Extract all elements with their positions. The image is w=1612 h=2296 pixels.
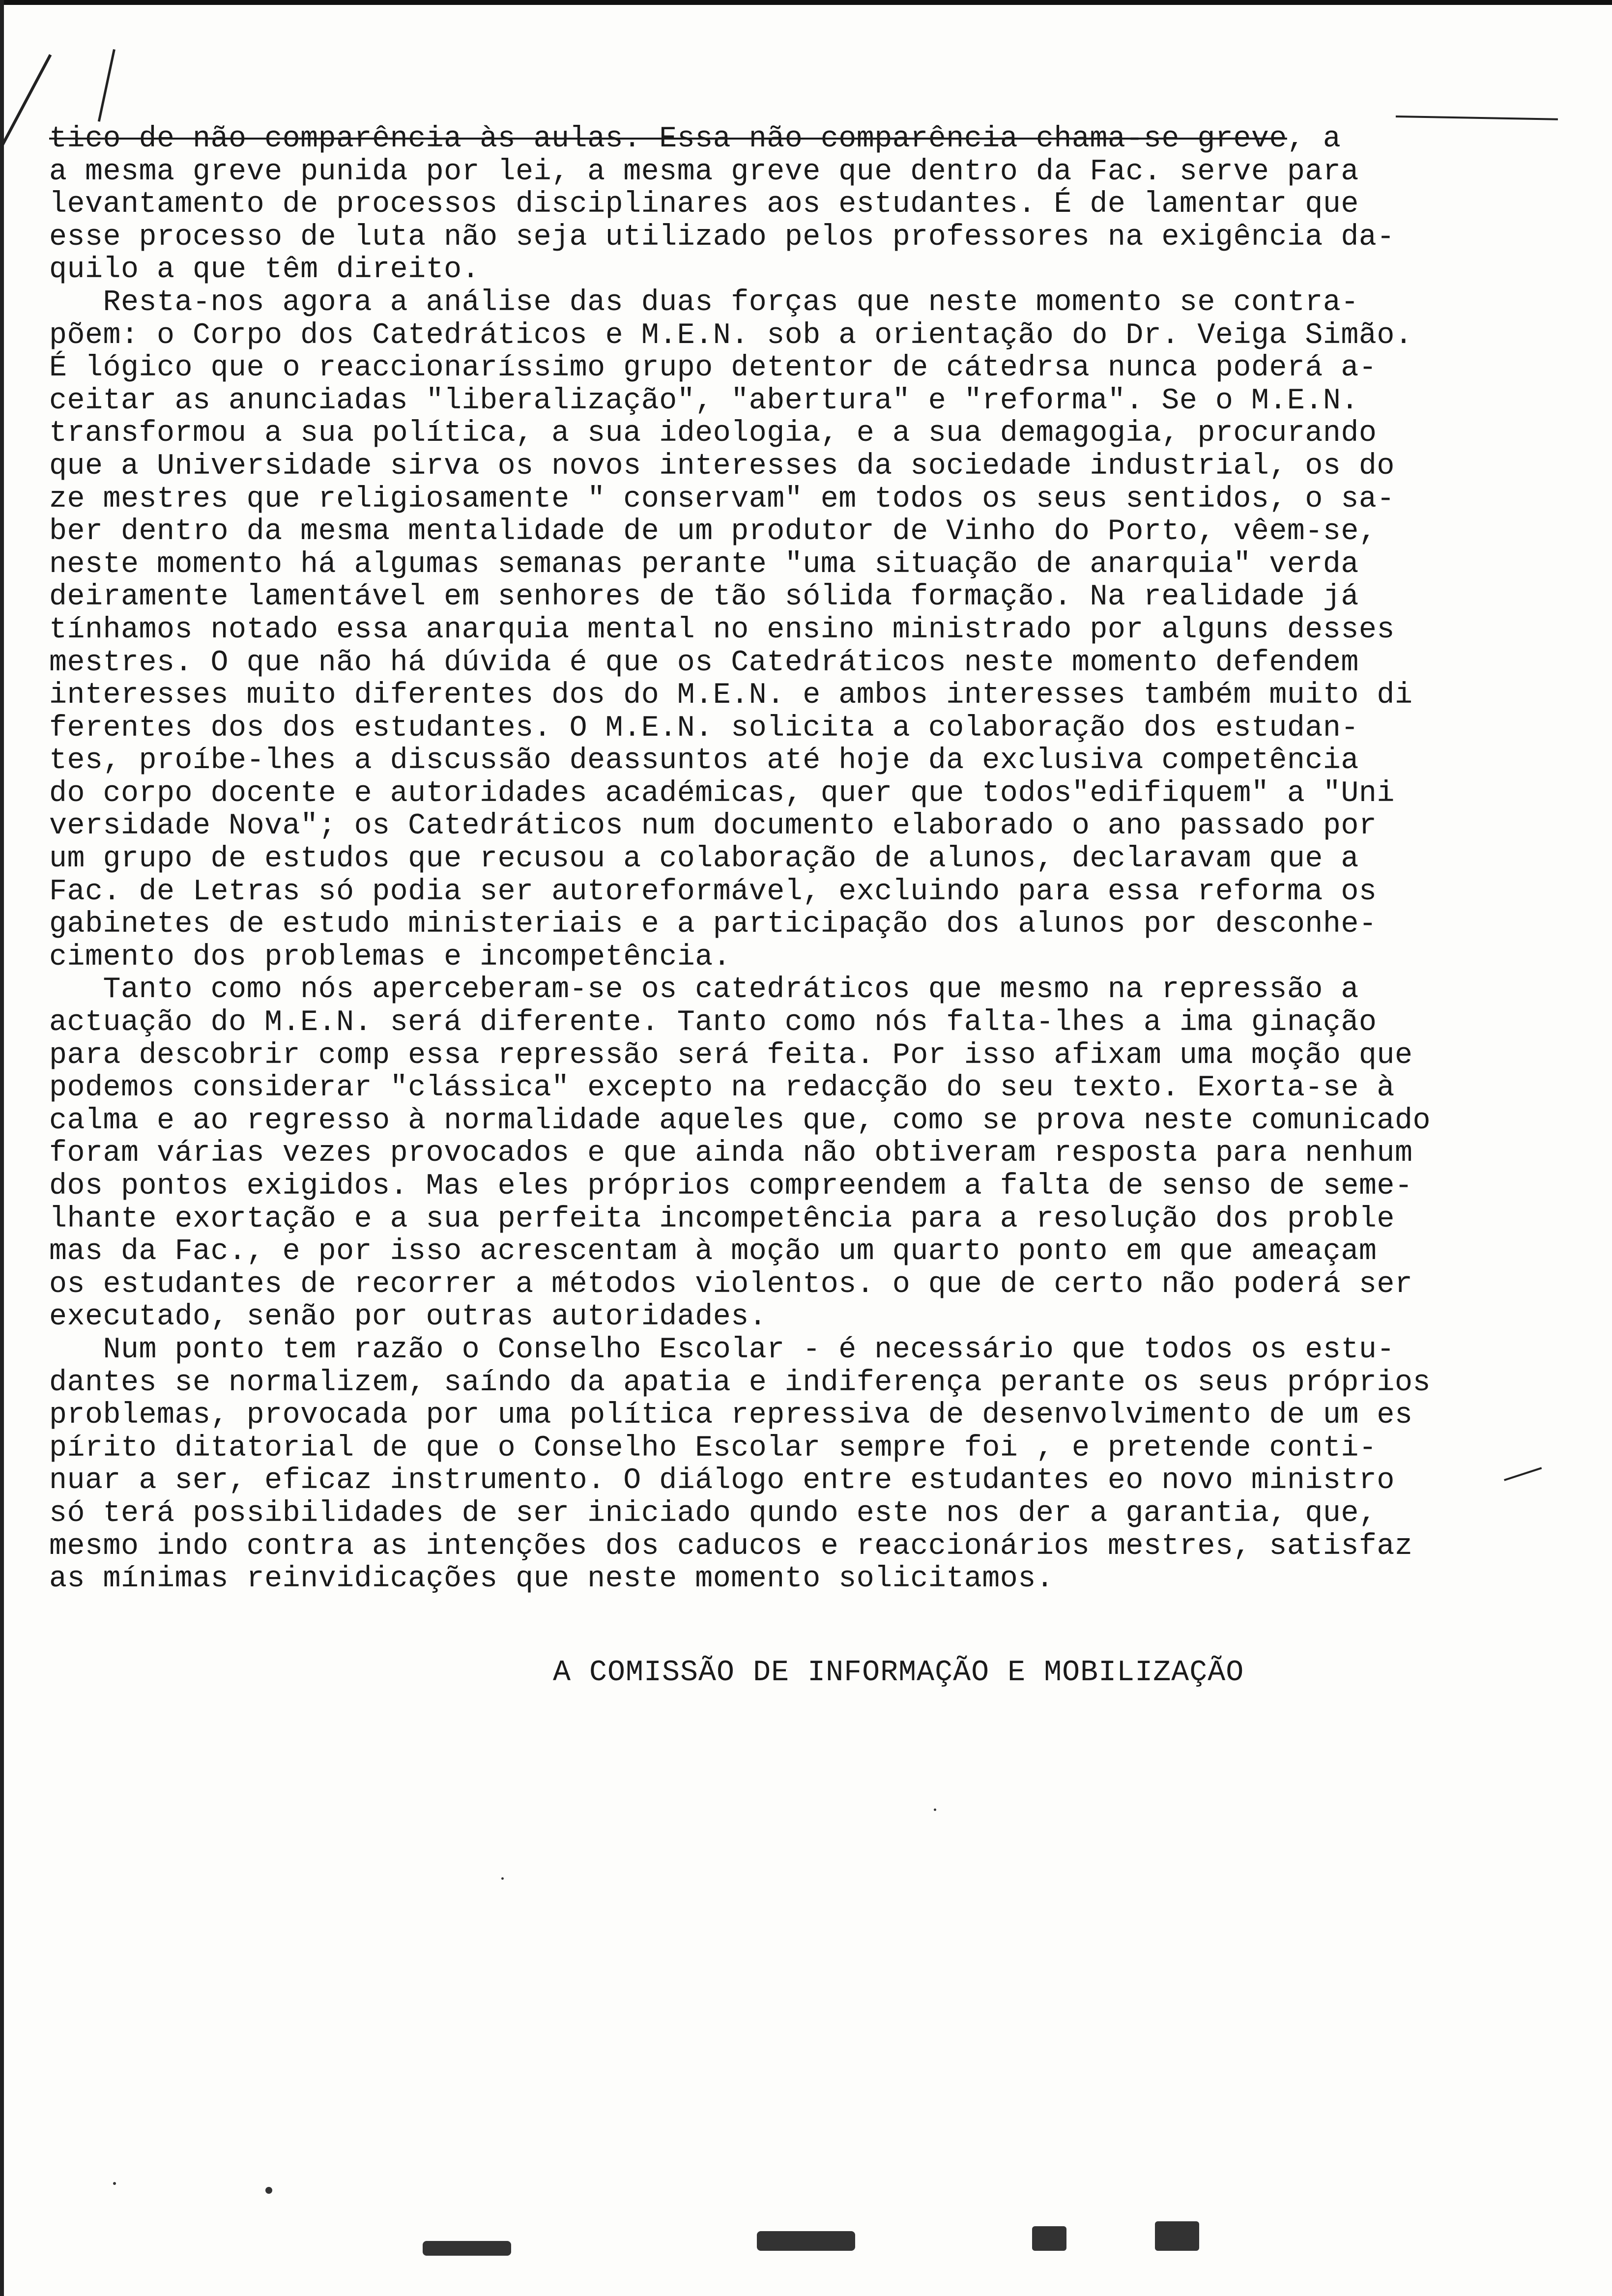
text-line: a mesma greve punida por lei, a mesma greve que dentro da Fac. serve para — [49, 155, 1359, 189]
text-line: neste momento há algumas semanas perante "uma situação de anarquia" verda — [49, 547, 1359, 581]
text-line: É lógico que o reaccionaríssimo grupo detentor de cátedrsa nunca poderá a- — [49, 351, 1377, 385]
text-line: deiramente lamentável em senhores de tão sólida formação. Na realidade já — [49, 580, 1359, 614]
text-line: pírito ditatorial de que o Conselho Escolar sempre foi , e pretende conti- — [49, 1431, 1377, 1465]
text-line: mestres. O que não há dúvida é que os Catedráticos neste momento defendem — [49, 646, 1359, 680]
text-line: Tanto como nós aperceberam-se os catedráticos que mesmo na repressão a — [49, 973, 1359, 1007]
scan-speck — [265, 2187, 272, 2194]
text-line: nuar a ser, eficaz instrumento. O diálogo entre estudantes eo novo ministro — [49, 1464, 1395, 1498]
text-line: mas da Fac., e por isso acrescentam à moção um quarto ponto em que ameaçam — [49, 1235, 1377, 1269]
scan-speck — [934, 1808, 936, 1811]
scan-edge-top — [0, 0, 1612, 5]
scan-speck — [1155, 2221, 1199, 2251]
text-line: executado, senão por outras autoridades. — [49, 1300, 767, 1334]
text-line: as mínimas reinvidicações que neste momento solicitamos. — [49, 1562, 1054, 1596]
text-line: põem: o Corpo dos Catedráticos e M.E.N. sob a orientação do Dr. Veiga Simão. — [49, 318, 1413, 352]
scan-speck — [501, 1877, 504, 1880]
text-line: levantamento de processos disciplinares aos estudantes. É de lamentar que — [49, 188, 1359, 222]
scan-speck — [423, 2241, 511, 2256]
text-line: versidade Nova"; os Catedráticos num documento elaborado o ano passado por — [49, 809, 1377, 843]
text-line: esse processo de luta não seja utilizado pelos professores na exigência da- — [49, 220, 1395, 254]
text-line: ceitar as anunciadas "liberalização", "abertura" e "reforma". Se o M.E.N. — [49, 384, 1359, 418]
text-line: Resta-nos agora a análise das duas forças que neste momento se contra- — [49, 286, 1359, 319]
text-line: tínhamos notado essa anarquia mental no ensino ministrado por alguns desses — [49, 613, 1395, 647]
text-line: dos pontos exigidos. Mas eles próprios compreendem a falta de senso de seme- — [49, 1170, 1413, 1203]
text-line: só terá possibilidades de ser iniciado qundo este nos der a garantia, que, — [49, 1496, 1377, 1530]
pen-stroke-mark — [98, 49, 115, 122]
text-line: tes, proíbe-lhes a discussão deassuntos até hoje da exclusiva competência — [49, 744, 1359, 778]
text-line: um grupo de estudos que recusou a colaboração de alunos, declaravam que a — [49, 842, 1359, 876]
text-line: para descobrir comp essa repressão será feita. Por isso afixam uma moção que — [49, 1038, 1413, 1072]
struck-text: tico de não comparência às aulas. Essa não comparência chama-se greve — [49, 122, 1287, 156]
text-line: do corpo docente e autoridades académicas, quer que todos"edifiquem" a "Uni — [49, 776, 1395, 810]
text-line: lhante exortação e a sua perfeita incompetência para a resolução dos proble — [49, 1202, 1395, 1236]
text-line: foram várias vezes provocados e que ainda não obtiveram resposta para nenhum — [49, 1137, 1413, 1171]
text-line: transformou a sua política, a sua ideologia, e a sua demagogia, procurando — [49, 417, 1377, 451]
text-line: calma e ao regresso à normalidade aqueles que, como se prova neste comunicado — [49, 1104, 1431, 1138]
text-line: mesmo indo contra as intenções dos caducos e reaccionários mestres, satisfaz — [49, 1529, 1413, 1563]
text-line: tico de não comparência às aulas. Essa não comparência chama-se greve, a — [49, 122, 1341, 156]
text-line: Fac. de Letras só podia ser autoreformável, excluindo para essa reforma os — [49, 875, 1377, 909]
scan-speck — [757, 2231, 855, 2251]
text-line: ber dentro da mesma mentalidade de um produtor de Vinho do Porto, vêem-se, — [49, 515, 1377, 549]
text-line: ferentes dos dos estudantes. O M.E.N. solicita a colaboração dos estudan- — [49, 711, 1359, 745]
body-text — [49, 123, 1573, 1596]
text-line: quilo a que têm direito. — [49, 253, 480, 287]
text-line: podemos considerar "clássica" excepto na redacção do seu texto. Exorta-se à — [49, 1071, 1395, 1105]
text-line: que a Universidade sirva os novos interesses da sociedade industrial, os do — [49, 449, 1395, 483]
signature-line: A COMISSÃO DE INFORMAÇÃO E MOBILIZAÇÃO — [553, 1656, 1244, 1690]
text-line: actuação do M.E.N. será diferente. Tanto como nós falta-lhes a ima ginação — [49, 1006, 1377, 1040]
text-line: dantes se normalizem, saíndo da apatia e indiferença perante os seus próprios — [49, 1366, 1431, 1400]
text-line: cimento dos problemas e incompetência. — [49, 940, 731, 974]
text-line: Num ponto tem razão o Conselho Escolar - é necessário que todos os estu- — [49, 1333, 1395, 1367]
text-line: ze mestres que religiosamente " conservam" em todos os seus sentidos, o sa- — [49, 482, 1395, 516]
text-line: problemas, provocada por uma política repressiva de desenvolvimento de um es — [49, 1399, 1413, 1433]
text-line: interesses muito diferentes dos do M.E.N. e ambos interesses também muito di — [49, 679, 1413, 713]
scan-speck — [1032, 2226, 1066, 2251]
scan-noise-area — [0, 1720, 1612, 2296]
text-line: os estudantes de recorrer a métodos violentos. o que de certo não poderá ser — [49, 1267, 1413, 1301]
scan-speck — [113, 2182, 116, 2185]
pen-stroke-mark — [1396, 115, 1558, 120]
pen-stroke-mark — [0, 54, 52, 146]
text-line: gabinetes de estudo ministeriais e a participação dos alunos por desconhe- — [49, 908, 1377, 942]
